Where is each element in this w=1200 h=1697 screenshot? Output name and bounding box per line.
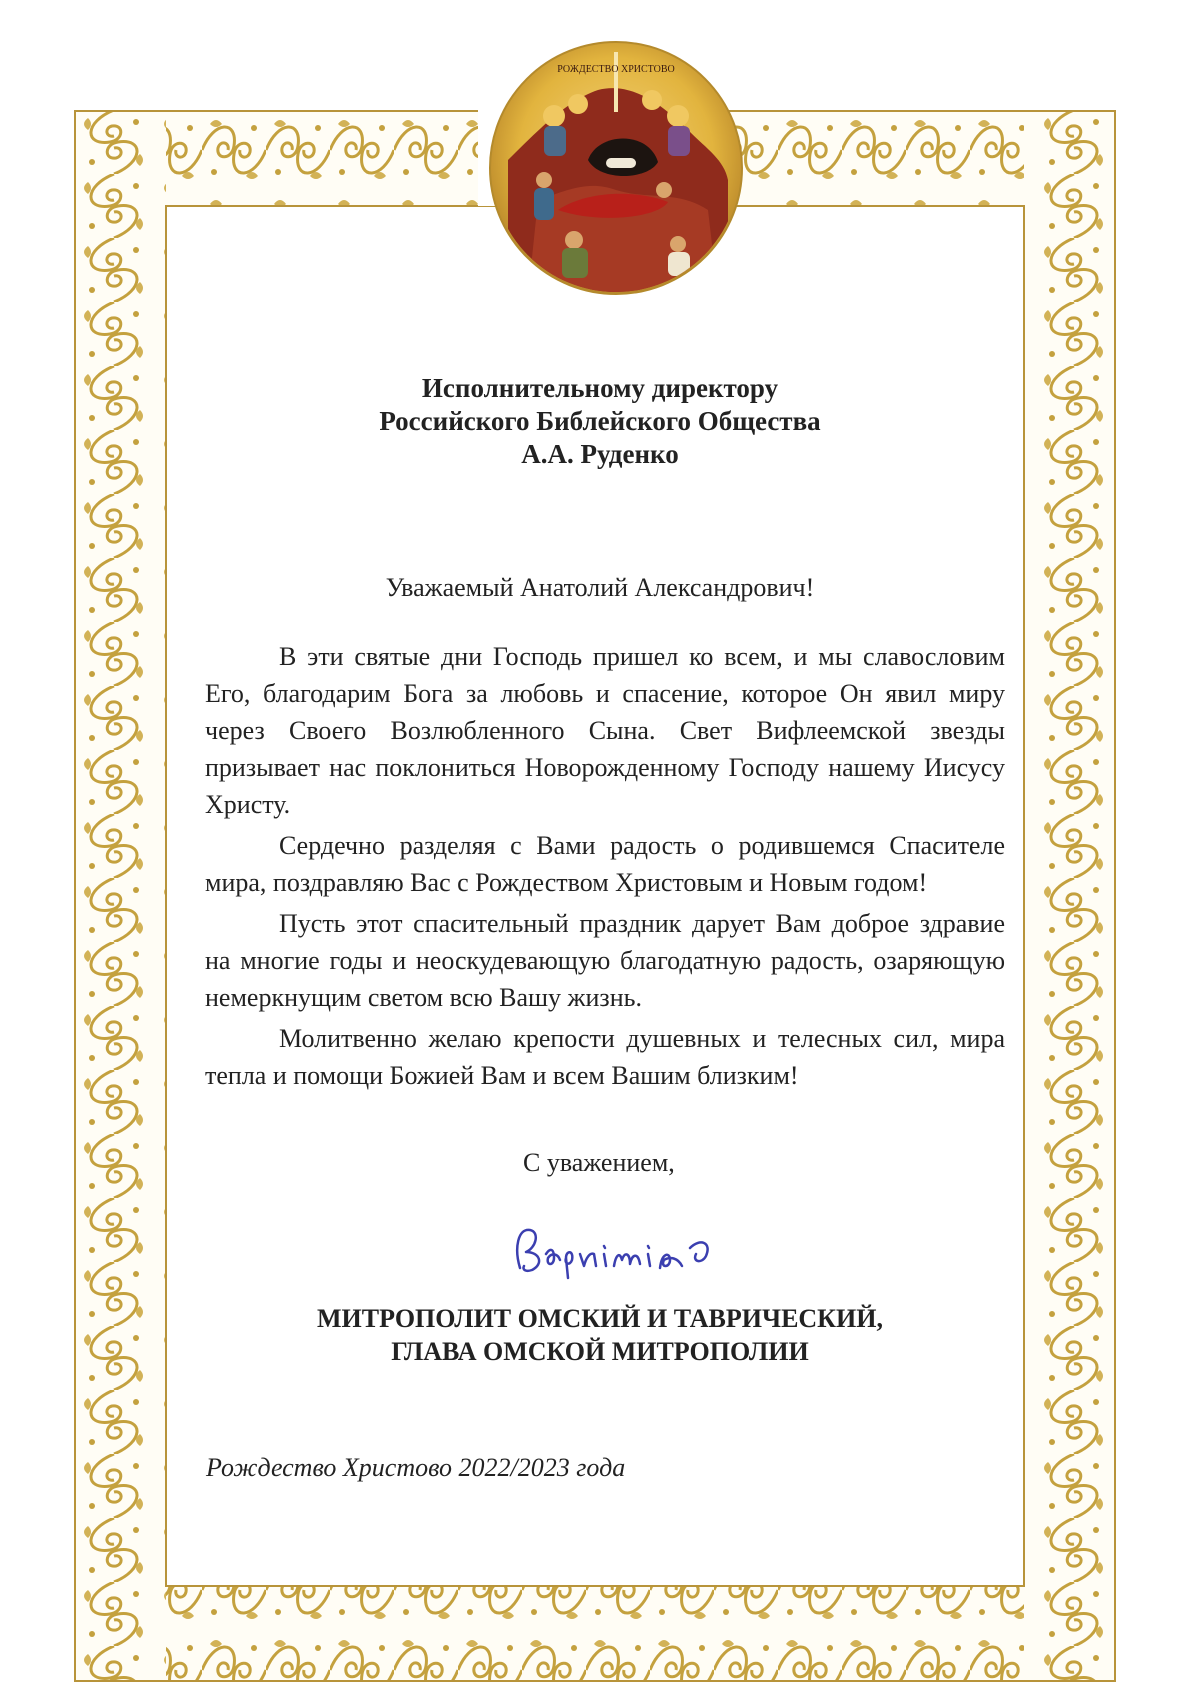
recipient-line-3: А.А. Руденко (521, 439, 679, 469)
recipient-line-1: Исполнительному директору (421, 373, 779, 403)
letter-date: Рождество Христово 2022/2023 года (206, 1453, 626, 1482)
body-paragraph: В эти святые дни Господь пришел ко всем, и мы славословим Его, благодарим Бога за любовь и спасение, которое Он явил миру через Своего Возлюбленного Сына. Свет Вифлеемской звезды призывает нас поклониться Новорожденному Господу нашему Иисусу Христу. (205, 642, 1005, 819)
nativity-icon (488, 40, 744, 296)
signatory-line-1: МИТРОПОЛИТ ОМСКИЙ И ТАВРИЧЕСКИЙ, (317, 1304, 883, 1333)
signature-svg (500, 1208, 730, 1288)
body-paragraph: Сердечно разделяя с Вами радость о родившемся Спасителе мира, поздравляю Вас с Рождеством Христовым и Новым годом! (205, 831, 1005, 897)
signatory-line-2: ГЛАВА ОМСКОЙ МИТРОПОЛИИ (391, 1337, 809, 1366)
letter-body (205, 638, 1005, 1098)
signatory-block (0, 1302, 1200, 1368)
recipient-line-2: Российского Библейского Общества (379, 406, 821, 436)
handwritten-signature (500, 1208, 730, 1288)
recipient-block (0, 372, 1200, 471)
salutation: Уважаемый Анатолий Александрович! (385, 573, 815, 602)
body-paragraph: Молитвенно желаю крепости душевных и телесных сил, мира тепла и помощи Божией Вам и всем Вашим близким! (205, 1024, 1005, 1090)
nativity-icon-svg (488, 40, 744, 296)
closing: С уважением, (523, 1148, 675, 1177)
body-paragraph: Пусть этот спасительный праздник дарует Вам доброе здравие на многие годы и неоскудевающую благодатную радость, озаряющую немеркнущим светом всю Вашу жизнь. (205, 909, 1005, 1012)
icon-inscription: РОЖДЕСТВО ХРИСТОВО (557, 64, 675, 75)
